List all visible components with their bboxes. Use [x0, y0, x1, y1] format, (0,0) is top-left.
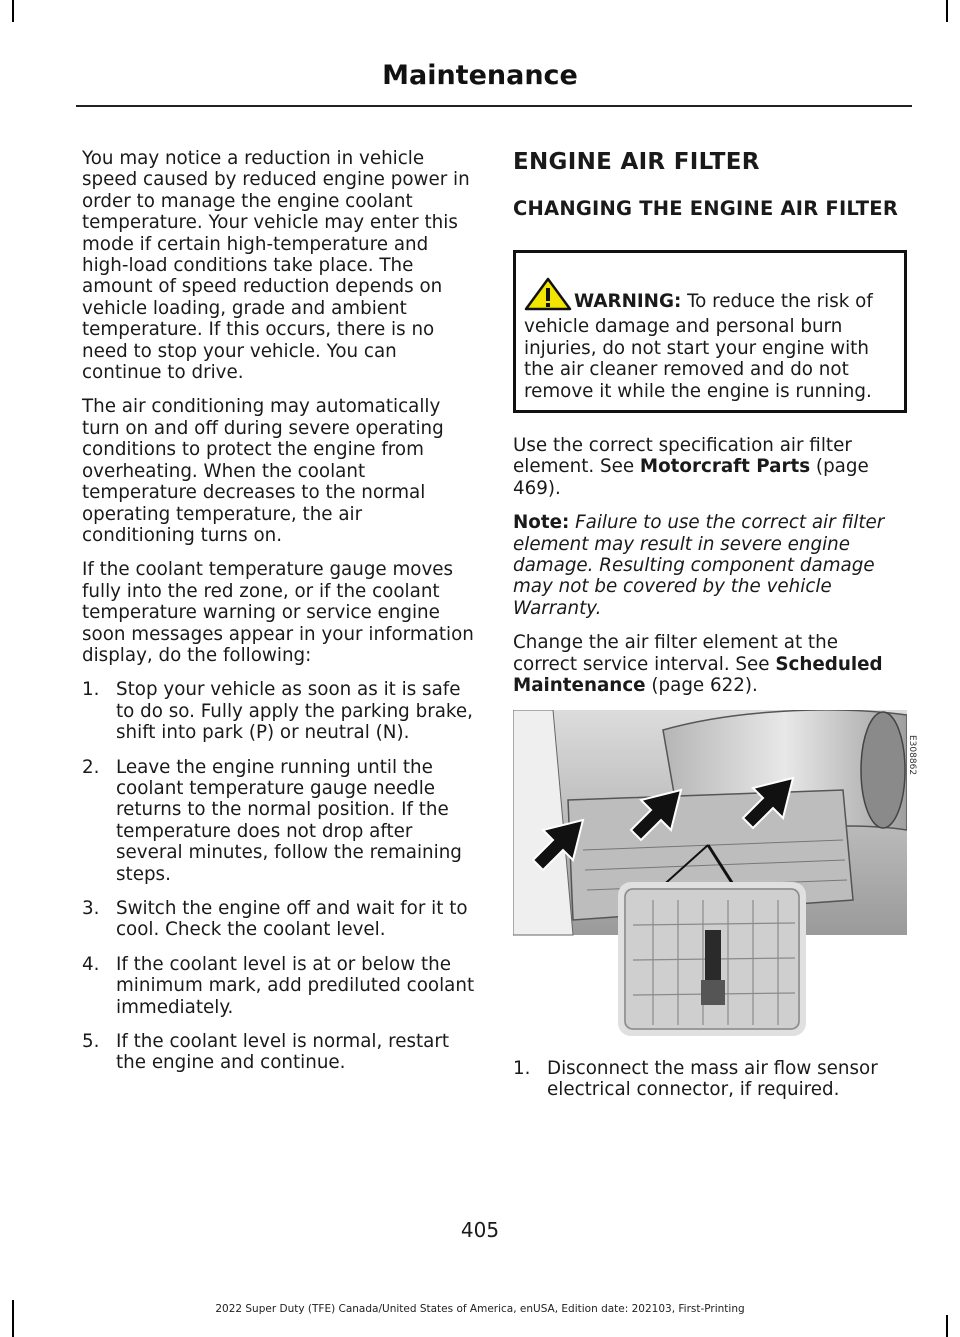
crop-mark — [946, 1315, 948, 1337]
cross-reference-link[interactable]: Scheduled Maintenance — [513, 653, 883, 697]
cross-reference-link[interactable]: Motorcraft Parts — [639, 456, 811, 478]
step-number: 5. — [82, 1031, 100, 1053]
figure-reference-code: E308862 — [907, 735, 917, 776]
list-item — [513, 1058, 907, 1101]
left-column — [82, 148, 476, 1087]
note-label: Note: — [513, 512, 570, 534]
list-item — [82, 954, 476, 1018]
step-text: Leave the engine running until the coolant temperature gauge needle returns to the normal position. If the temperature does not drop after several minutes, follow the remaining steps. — [116, 756, 462, 885]
air-filter-illustration — [513, 710, 907, 1040]
header-rule — [76, 105, 912, 107]
step-text: Disconnect the mass air flow sensor electrical connector, if required. — [547, 1057, 878, 1100]
section-title: ENGINE AIR FILTER — [513, 149, 760, 175]
step-text: Switch the engine off and wait for it to cool. Check the coolant level. — [116, 898, 468, 941]
interval-paragraph — [513, 632, 907, 696]
list-item — [82, 679, 476, 743]
crop-mark — [12, 0, 14, 22]
paragraph: You may notice a reduction in vehicle speed caused by reduced engine power in order to manage the engine coolant temperature. Your vehicle may enter this mode if certain high-temperature and high-load conditions take place. The amount of speed reduction depends on vehicle loading, grade and ambient temperature. If this occurs, there is no need to stop your vehicle. You can continue to drive. — [82, 148, 470, 384]
warning-box — [513, 250, 907, 413]
step-number: 1. — [82, 679, 100, 701]
step-number: 1. — [513, 1057, 531, 1079]
text-run: (page 469). — [513, 456, 869, 499]
paragraph: If the coolant temperature gauge moves fully into the red zone, or if the coolant temperature warning or service engine soon messages appear in your information display, do the following: — [82, 559, 474, 666]
page-header-title: Maintenance — [382, 60, 578, 91]
paragraph: The air conditioning may automatically turn on and off during severe operating conditions to protect the engine from overheating. When the coolant temperature decreases to the normal operating temperature, the air conditioning turns on. — [82, 396, 444, 546]
page-number: 405 — [460, 1218, 500, 1242]
step-text: Stop your vehicle as soon as it is safe to do so. Fully apply the parking brake, shift into park (P) or neutral (N). — [116, 679, 473, 744]
crop-mark — [946, 0, 948, 22]
step-number: 3. — [82, 898, 100, 919]
text-run: Change the air filter element at the correct service interval. See — [513, 632, 838, 675]
warning-label: WARNING: — [574, 291, 682, 312]
step-text: If the coolant level is at or below the minimum mark, add prediluted coolant immediately. — [116, 953, 475, 1018]
step-number: 2. — [82, 756, 100, 778]
text-run: Use the correct specification air filter element. See — [513, 435, 852, 478]
note-paragraph — [513, 512, 907, 619]
list-item — [82, 1031, 476, 1074]
procedure-list — [513, 1058, 907, 1101]
step-text: If the coolant level is normal, restart the engine and continue. — [116, 1031, 450, 1074]
warning-triangle-icon — [524, 277, 572, 316]
air-box-drawing — [513, 710, 907, 1040]
list-item — [82, 898, 476, 941]
step-number: 4. — [82, 953, 100, 975]
note-text: Failure to use the correct air filter element may result in severe engine damage. Resulting component damage may not be covered by the vehicle Warranty. — [513, 512, 885, 619]
right-column — [513, 148, 907, 1113]
procedure-list — [82, 679, 476, 1074]
spec-paragraph — [513, 435, 907, 499]
page-footer: 2022 Super Duty (TFE) Canada/United States of America, enUSA, Edition date: 202103, First-Printing — [215, 1303, 745, 1315]
warning-text: To reduce the risk of vehicle damage and personal burn injuries, do not start your engine with the air cleaner removed and do not remove it while the engine is running. — [524, 291, 873, 402]
list-item — [82, 757, 476, 885]
subsection-title: CHANGING THE ENGINE AIR FILTER — [513, 197, 899, 220]
text-run: (page 622). — [645, 675, 758, 697]
